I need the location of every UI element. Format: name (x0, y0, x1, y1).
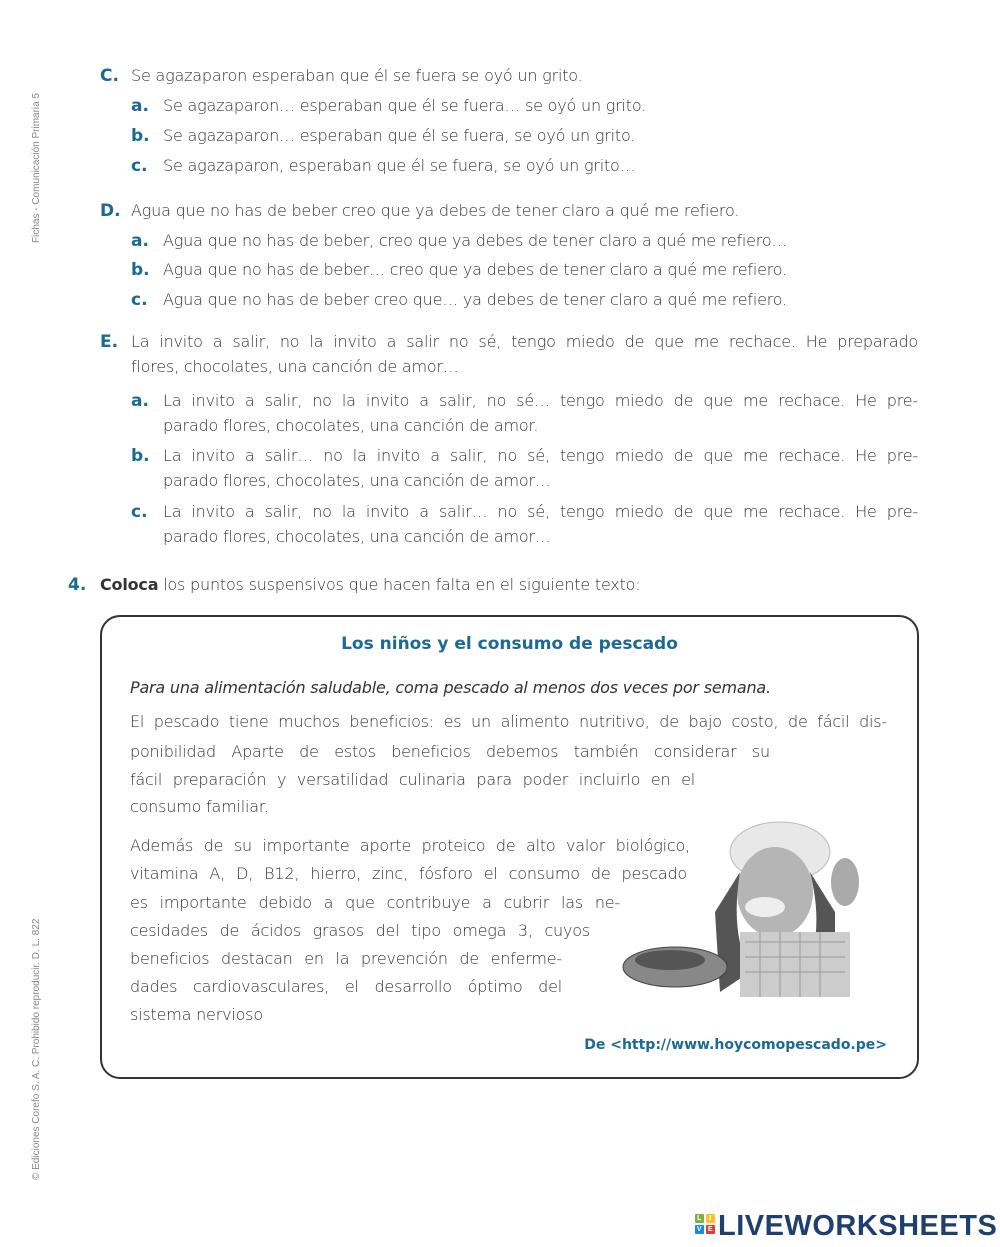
option-text: Se agazaparon… esperaban que él se fuera, se oyó un grito. (163, 126, 636, 145)
instruction-bold: Coloca (100, 575, 159, 594)
question-label: E. (100, 332, 119, 352)
paragraph-line: consumo familiar. (130, 797, 269, 816)
option-label: c. (131, 502, 148, 522)
option-text: Agua que no has de beber creo que… ya debes de tener claro a qué me refiero. (163, 290, 787, 309)
option-text: parado flores, chocolates, una canción de amor. (163, 416, 539, 435)
reading-subtitle: Para una alimentación saludable, coma pescado al menos dos veces por semana. (130, 678, 771, 697)
paragraph-line: El pescado tiene muchos beneficios: es un alimento nutritivo, de bajo costo, de fácil dis- (130, 712, 887, 731)
logo-letter: V (696, 1226, 703, 1233)
option-label: b. (131, 260, 150, 280)
option-text: Se agazaparon… esperaban que él se fuera… se oyó un grito. (163, 96, 647, 115)
option-text: La invito a salir, no la invito a salir… no sé, tengo miedo de que me rechace. He pre- (163, 502, 918, 521)
paragraph-line: beneficios destacan en la prevención de enfermе- (130, 949, 562, 968)
liveworksheets-logo (695, 1210, 997, 1243)
option-text: Agua que no has de beber… creo que ya debes de tener claro a qué me refiero. (163, 260, 787, 279)
reading-source: De <http://www.hoycomopescado.pe> (584, 1037, 887, 1053)
side-note-copyright: © Ediciones Corefo S. A. C. Prohibido reproducir. D. L. 822 (31, 918, 42, 1180)
paragraph-line: es importante debido a que contribuye a cubrir las ne- (130, 893, 620, 912)
question-4-number: 4. (68, 575, 87, 595)
logo-text: LIVEWORKSHEETS (718, 1210, 998, 1242)
paragraph-line: fácil preparación y versatilidad culinaria para poder incluirlo en el (130, 770, 695, 789)
option-label: b. (131, 126, 150, 146)
paragraph-line: Además de su importante aporte proteico de alto valor biológico, (130, 836, 690, 855)
option-label: a. (131, 231, 149, 251)
reading-title: Los niños y el consumo de pescado (341, 634, 678, 654)
side-note-top: Fichas - Comunicación Primaria 5 (31, 92, 42, 243)
question-text: Se agazaparon esperaban que él se fuera se oyó un grito. (131, 66, 583, 85)
question-text: Agua que no has de beber creo que ya debes de tener claro a qué me refiero. (131, 201, 740, 220)
option-label: c. (131, 290, 148, 310)
instruction-text: los puntos suspensivos que hacen falta en el siguiente texto: (163, 575, 641, 594)
option-text: Agua que no has de beber, creo que ya debes de tener claro a qué me refiero… (163, 231, 788, 250)
option-label: a. (131, 391, 149, 411)
paragraph-line: ponibilidad Aparte de estos beneficios debemos también considerar su (130, 742, 770, 761)
paragraph-line: vitamina A, D, B12, hierro, zinc, fósforo el consumo de pescado (130, 864, 687, 883)
paragraph-line: dades cardiovasculares, el desarrollo óptimo del (130, 977, 562, 996)
option-text: La invito a salir… no la invito a salir, no sé, tengo miedo de que me rechace. He pre- (163, 446, 918, 465)
option-label: a. (131, 96, 149, 116)
option-label: b. (131, 446, 150, 466)
question-label: C. (100, 66, 119, 86)
logo-letter: I (706, 1214, 715, 1223)
paragraph-line: cesidades de ácidos grasos del tipo omega 3, cuyos (130, 921, 590, 940)
option-text: parado flores, chocolates, una canción de amor… (163, 471, 551, 490)
question-4-instruction (100, 575, 640, 595)
option-label: c. (131, 156, 148, 176)
paragraph-line: sistema nervioso (130, 1005, 263, 1024)
question-text: La invito a salir, no la invito a salir no sé, tengo miedo de que me rechace. He preparado (131, 332, 918, 351)
question-label: D. (100, 201, 121, 221)
question-text: flores, chocolates, una canción de amor… (131, 357, 459, 376)
option-text: Se agazaparon, esperaban que él se fuera, se oyó un grito… (163, 156, 636, 175)
option-text: parado flores, chocolates, una canción de amor… (163, 527, 551, 546)
girl-with-fish-plate-image (620, 812, 870, 997)
logo-letter: E (707, 1226, 714, 1233)
logo-letter: L (695, 1214, 704, 1223)
option-text: La invito a salir, no la invito a salir, no sé… tengo miedo de que me rechace. He pre- (163, 391, 918, 410)
